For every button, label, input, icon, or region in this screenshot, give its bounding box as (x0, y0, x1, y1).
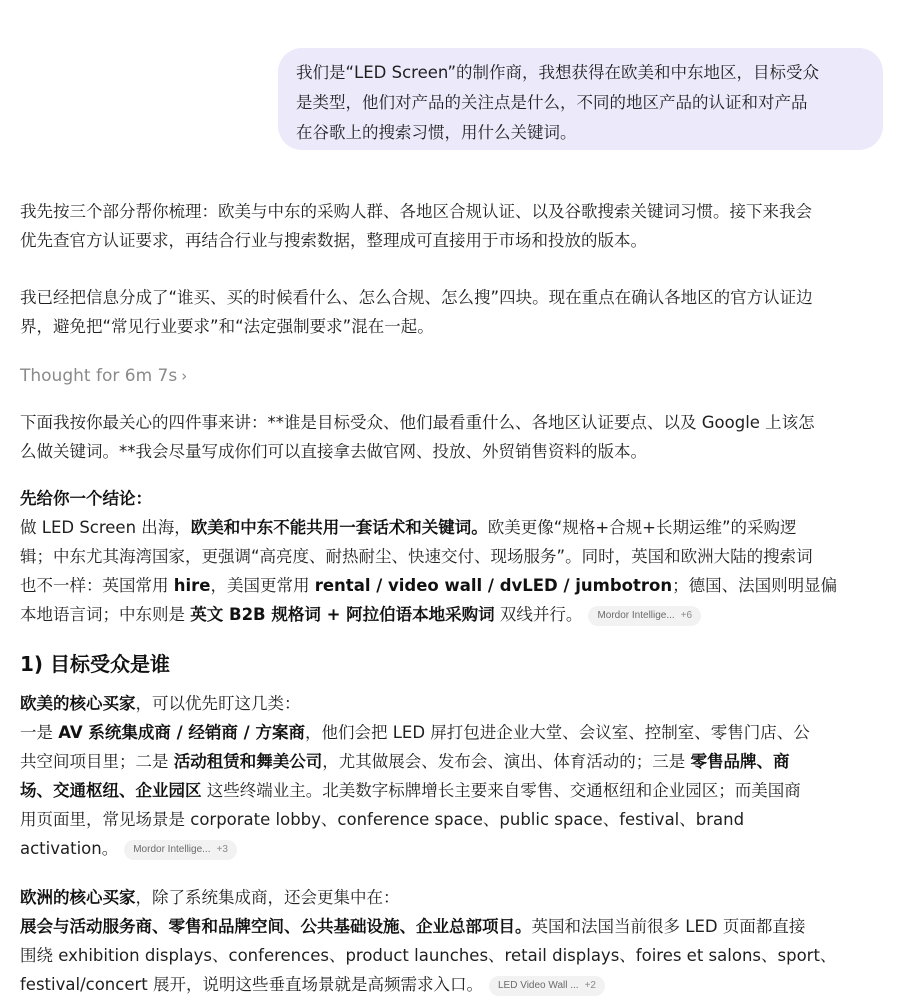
eu-buyers-block: 欧洲的核心买家，除了系统集成商，还会更集中在： 展会与活动服务商、零售和品牌空间、公共基础设施、企业总部项目。英国和法国当前很多 LED 页面都直接 围绕 exhibition displays、conferences、product launches、retail displays、foires et salons、sport、 festival/concert 展开，说明这些垂直场景就是高频需求入口。 LED Video Wall ... +2 (20, 883, 890, 999)
text-line: 我已经把信息分成了“谁买、买的时候看什么、怎么合规、怎么搜”四块。现在重点在确认各地区的官方认证边 (20, 288, 813, 307)
text-line: 用页面里，常见场景是 corporate lobby、conference space、public space、festival、brand (20, 810, 745, 829)
user-message-line: 在谷歌上的搜索习惯，用什么关键词。 (296, 123, 577, 142)
section-heading: 1) 目标受众是谁 (20, 652, 171, 676)
conclusion-heading: 先给你一个结论： (20, 489, 152, 508)
text-line: 一是 AV 系统集成商 / 经销商 / 方案商，他们会把 LED 屏打包进企业大堂、会议室、控制室、零售门店、公 (20, 723, 810, 742)
citation-source-label: LED Video Wall ... (497, 980, 579, 991)
citation-count: +6 (680, 610, 693, 621)
user-message-line: 是类型，他们对产品的关注点是什么，不同的地区产品的认证和对产品 (296, 93, 808, 112)
conclusion-block (20, 484, 890, 629)
text-line: 优先查官方认证要求，再结合行业与搜索数据，整理成可直接用于市场和投放的版本。 (20, 231, 647, 250)
text-line: 展会与活动服务商、零售和品牌空间、公共基础设施、企业总部项目。英国和法国当前很多 LED 页面都直接 (20, 917, 806, 936)
text-line: 下面我按你最关心的四件事来讲：**谁是目标受众、他们最看重什么、各地区认证要点、以及 Google 上该怎 (20, 413, 815, 432)
text-line: 本地语言词；中东则是 英文 B2B 规格词 + 阿拉伯语本地采购词 双线并行。 Mordor Intellige... +6 (20, 600, 890, 629)
user-message-line: 我们是“LED Screen”的制作商，我想获得在欧美和中东地区，目标受众 (296, 63, 819, 82)
assistant-status-paragraph (20, 283, 890, 341)
assistant-intro-paragraph (20, 197, 890, 255)
citation-source-label: Mordor Intellige... (597, 610, 675, 621)
thought-toggle[interactable] (20, 362, 187, 390)
source-citation-chip[interactable] (124, 840, 237, 860)
text-line: 围绕 exhibition displays、conferences、product launches、retail displays、foires et salons、sport、 (20, 946, 837, 965)
text-line: 也不一样：英国常用 hire，美国更常用 rental / video wall / dvLED / jumbotron；德国、法国则明显偏 (20, 576, 838, 595)
text-line: 界，避免把“常见行业要求”和“法定强制要求”混在一起。 (20, 317, 434, 336)
text-line: 么做关键词。**我会尽量写成你们可以直接拿去做官网、投放、外贸销售资料的版本。 (20, 442, 647, 461)
citation-count: +2 (584, 980, 596, 991)
text-line: 辑；中东尤其海湾国家，更强调“高亮度、耐热耐尘、快速交付、现场服务”。同时，英国和欧洲大陆的搜索词 (20, 547, 813, 566)
subsection-heading: 欧洲的核心买家 (20, 888, 136, 907)
text-line: 我先按三个部分帮你梳理：欧美与中东的采购人群、各地区合规认证、以及谷歌搜索关键词习惯。接下来我会 (20, 202, 812, 221)
text-line: 共空间项目里；二是 活动租赁和舞美公司，尤其做展会、发布会、演出、体育活动的；三是 零售品牌、商 (20, 752, 790, 771)
thought-label: Thought for 6m 7s (20, 366, 178, 386)
citation-source-label: Mordor Intellige... (133, 844, 211, 855)
user-message-bubble (278, 48, 883, 150)
text-line: 做 LED Screen 出海，欧美和中东不能共用一套话术和关键词。欧美更像“规格+合规+长期运维”的采购逻 (20, 518, 797, 537)
chevron-right-icon: › (181, 367, 188, 385)
text-line: activation。 Mordor Intellige... +3 (20, 834, 890, 863)
source-citation-chip[interactable] (489, 976, 605, 996)
text-line: festival/concert 展开，说明这些垂直场景就是高频需求入口。 LED Video Wall ... +2 (20, 970, 890, 999)
citation-count: +3 (216, 844, 228, 855)
answer-intro-paragraph (20, 408, 890, 466)
na-buyers-block: 欧美的核心买家，可以优先盯这几类： 一是 AV 系统集成商 / 经销商 / 方案商，他们会把 LED 屏打包进企业大堂、会议室、控制室、零售门店、公 共空间项目里；二是 活动租赁和舞美公司，尤其做展会、发布会、演出、体育活动的；三是 零售品牌、商 场、交通枢纽、企业园区 这些终端业主。北美数字标牌增长主要来自零售、交通枢纽和企业园区；而美国商 用页面里，常见场景是 corporate lobby、conference space、public space、festival、brand activation。 Mordor Intellige... +3 (20, 689, 890, 863)
subsection-heading: 欧美的核心买家 (20, 694, 136, 713)
source-citation-chip[interactable] (588, 606, 701, 626)
text-line: 场、交通枢纽、企业园区 这些终端业主。北美数字标牌增长主要来自零售、交通枢纽和企业园区；而美国商 (20, 781, 801, 800)
